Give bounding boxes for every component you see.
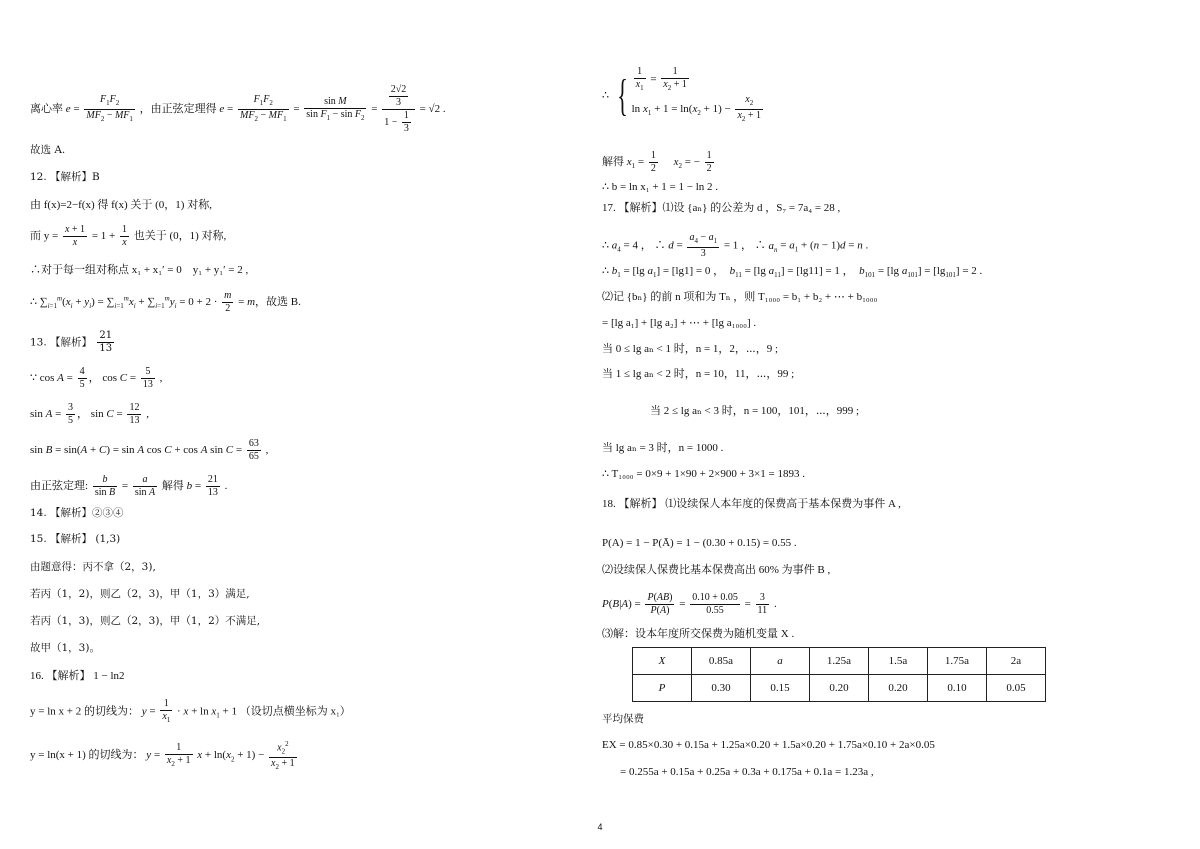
text: 而 y =	[30, 230, 59, 243]
q13-answer: $\frac{21}{13}$	[99, 330, 113, 354]
q18-line-3: P(B|A) = $\frac{P(AB)}{P(A)}$ = $\frac{0.10 + 0.05}{0.55}$ = $\frac{3}{11}$ .	[602, 592, 777, 616]
table-row	[633, 648, 1046, 675]
text: 解得	[161, 480, 184, 493]
fraction: $\frac{F_1F_2}{MF_2 - MF_1}$	[240, 94, 287, 123]
q13-line-4: 由正弦定理: $\frac{b}{\text{sin B}}$ = $\frac{a}{\text{sin A}}$ 解得 b = $\frac{21}{13}$ .	[30, 474, 228, 498]
q17-b-values: ∴ $b_1 = [\lg$ $a_1] = [\lg 1] = 0$ ， $b_{11} = [\lg$ $a_{11}] = [\lg 11] = 1$ ， $b_{101} = [\lg$ $a_{101}] = [\lg_{101}] = 2$ .	[602, 265, 983, 280]
distribution-table	[632, 647, 1046, 702]
q17-line-3: = [lg a₁] + [lg a₂] + ⋯ + [lg a₁₀₀₀] .	[602, 317, 757, 329]
text: ，由正弦定理得	[139, 103, 217, 116]
text: y = ln x + 2 的切线为：	[30, 705, 139, 718]
page-number: 4	[597, 822, 603, 832]
fraction: $\frac{x + 1}{x}$	[64, 224, 86, 248]
q17-line-5: 当 1 ≤ lg aₙ < 2 时，n = 10，11，⋯，99 ;	[602, 368, 795, 380]
q18-line-4: ⑶解：设本年度所交保费为随机变量 X .	[602, 628, 795, 640]
text: 解得	[602, 156, 624, 169]
solution-line: 解得 $x_1$ = $\frac{1}{2}$ $x_2$ = − $\frac{1}{2}$	[602, 150, 712, 174]
table-cell: 1.5a	[869, 648, 928, 675]
q13-heading	[30, 330, 116, 355]
table-cell: 0.05	[987, 675, 1046, 702]
q16-line-2: y = ln(x + 1) 的切线为： y = $\frac{1}{x_2 + 1}$ $x + \ln(x_2 + 1)$ − $\frac{x_2^2}{x_2 + 1}$	[30, 740, 295, 772]
q12-heading: 12. 【解析】B	[30, 171, 100, 183]
fraction: $\frac{\text{sin M}}{\sin F_1 - \sin F_2}$	[306, 95, 365, 122]
fraction: $\frac{F_1F_2}{MF_2 - MF_1}$	[86, 94, 133, 123]
text: 也关于 (0，1) 对称,	[133, 230, 227, 243]
b-line: ∴ b = ln x₁ + 1 = 1 − ln 2 .	[602, 181, 719, 193]
table-cell: 0.20	[810, 675, 869, 702]
q16-line-1: y = ln x + 2 的切线为： y = $\frac{1}{x_1}$ · $x + \ln x_1 + 1$ （设切点横坐标为 x₁）	[30, 698, 351, 724]
text: 13. 【解析】	[30, 336, 93, 349]
answer-line: 故选 A.	[30, 144, 66, 156]
q12-line-4: ∴ $\sum_{i=1}^m(x_i + y_i) = \sum_{i=1}^mx_i + \sum_{i=1}^my_i = 0 + 2$ · $\frac{m}{2}$ = m，故选 B.	[30, 290, 301, 314]
q13-line-3: sin B = sin(A + C) = sin A cos C + cos A sin C = $\frac{63}{65}$ ,	[30, 438, 269, 462]
q17-line-2: ⑵记 {bₙ} 的前 n 项和为 Tₙ ，则 T₁₀₀₀ = b₁ + b₂ + ⋯ + b₁₀₀₀	[602, 291, 878, 303]
table-cell: 0.10	[928, 675, 987, 702]
q18-line-2: ⑵设续保人保费比基本保费高出 60% 为事件 B ,	[602, 564, 831, 576]
fraction: $\frac{1}{x}$	[121, 224, 127, 248]
q18-line-1: P(A) = 1 − P(Ā) = 1 − (0.30 + 0.15) = 0.55 .	[602, 537, 797, 549]
table-cell: 2a	[987, 648, 1046, 675]
table-cell: 1.25a	[810, 648, 869, 675]
text: 由正弦定理:	[30, 480, 89, 493]
q12-line-3: ∴对于每一组对称点 x₁ + x₁′ = 0 y₁ + y₁′ = 2 ,	[30, 264, 249, 276]
q18-average-label: 平均保费	[602, 713, 644, 725]
table-cell: P	[633, 675, 692, 702]
q13-line-1: ∵ cos A = $\frac{4}{5}$ ， cos C = $\frac{5}{13}$ ,	[30, 366, 163, 390]
q18-expectation-2: = 0.255a + 0.15a + 0.25a + 0.3a + 0.175a + 0.1a = 1.23a ,	[620, 766, 874, 778]
q15-line-4: 故甲（1，3)。	[30, 642, 100, 654]
q18-heading: 18. 【解析】 ⑴设续保人本年度的保费高于基本保费为事件 A ,	[602, 498, 901, 510]
table-cell: X	[633, 648, 692, 675]
table-cell: 1.75a	[928, 648, 987, 675]
table-cell: 0.85a	[692, 648, 751, 675]
fraction: $\frac{2√2}{3}$ 1 − $\frac{1}{3}$	[382, 84, 415, 135]
text: 离心率	[30, 103, 63, 116]
table-row	[633, 675, 1046, 702]
q15-heading: 15. 【解析】 (1,3)	[30, 533, 121, 545]
q18-expectation-1: EX = 0.85×0.30 + 0.15a + 1.25a×0.20 + 1.5a×0.20 + 1.75a×0.10 + 2a×0.05	[602, 739, 935, 751]
table-cell: a	[751, 648, 810, 675]
fraction: $\frac{m}{2}$	[224, 290, 232, 314]
q17-line-7: 当 lg aₙ = 3 时，n = 1000 .	[602, 442, 724, 454]
table-cell: 0.20	[869, 675, 928, 702]
text: （设切点横坐标为 x₁）	[239, 705, 351, 718]
q17-line-8: ∴ T₁₀₀₀ = 0×9 + 1×90 + 2×900 + 3×1 = 1893 .	[602, 468, 805, 480]
q12-line-1: 由 f(x)=2−f(x) 得 f(x) 关于 (0，1) 对称,	[30, 199, 212, 211]
q16-heading: 16. 【解析】 1 − ln2	[30, 670, 125, 682]
q17-heading: 17. 【解析】⑴设 {aₙ} 的公差为 d ，S₇ = 7a₄ = 28 ,	[602, 202, 841, 214]
text: y = ln(x + 1) 的切线为：	[30, 749, 144, 762]
q15-line-3: 若丙（1，3)，则乙（2，3)，甲（1，2）不满足,	[30, 615, 261, 627]
table-cell: 0.30	[692, 675, 751, 702]
q12-line-2: 而 y = $\frac{x + 1}{x}$ = 1 + $\frac{1}{x}$ 也关于 (0，1) 对称,	[30, 224, 227, 248]
q17-line-1: ∴ $a_4 = 4$ ， ∴ d = $\frac{a_4 - a_1}{3}$ = 1 ， ∴ $a_n = a_1 + (n - 1)d = n$ .	[602, 232, 869, 259]
q14-heading: 14. 【解析】②③④	[30, 507, 124, 519]
q17-line-4: 当 0 ≤ lg aₙ < 1 时，n = 1，2，⋯，9 ;	[602, 343, 779, 355]
q15-line-1: 由题意得：丙不拿（2，3),	[30, 561, 156, 573]
system-of-equations: ∴ { $\frac{1}{x_1}$ = $\frac{1}{x_2 + 1}$ $\ln x_1 + 1 = \ln(x_2 + 1)$ − $\frac{x_2}{x_2 + 1}$	[602, 66, 762, 123]
q13-line-2: sin A = $\frac{3}{5}$ ， sin C = $\frac{12}{13}$ ,	[30, 402, 149, 426]
text: ，故选 B.	[255, 296, 301, 309]
q17-line-6: 当 2 ≤ lg aₙ < 3 时，n = 100，101，⋯，999 ;	[650, 405, 860, 417]
eccentricity-line: 离心率 e = $\frac{F_1F_2}{MF_2 - MF_1}$ ，由正弦定理得 e = $\frac{F_1F_2}{MF_2 - MF_1}$ = $\frac{\text{sin M}}{\sin F_1 - \sin F_2}$ = $\frac{2√2}{3}$ 1 − $\frac{1}{3}$ = √2 .	[30, 84, 446, 134]
table-cell: 0.15	[751, 675, 810, 702]
q15-line-2: 若丙（1，2)，则乙（2，3)，甲（1，3）满足,	[30, 588, 250, 600]
